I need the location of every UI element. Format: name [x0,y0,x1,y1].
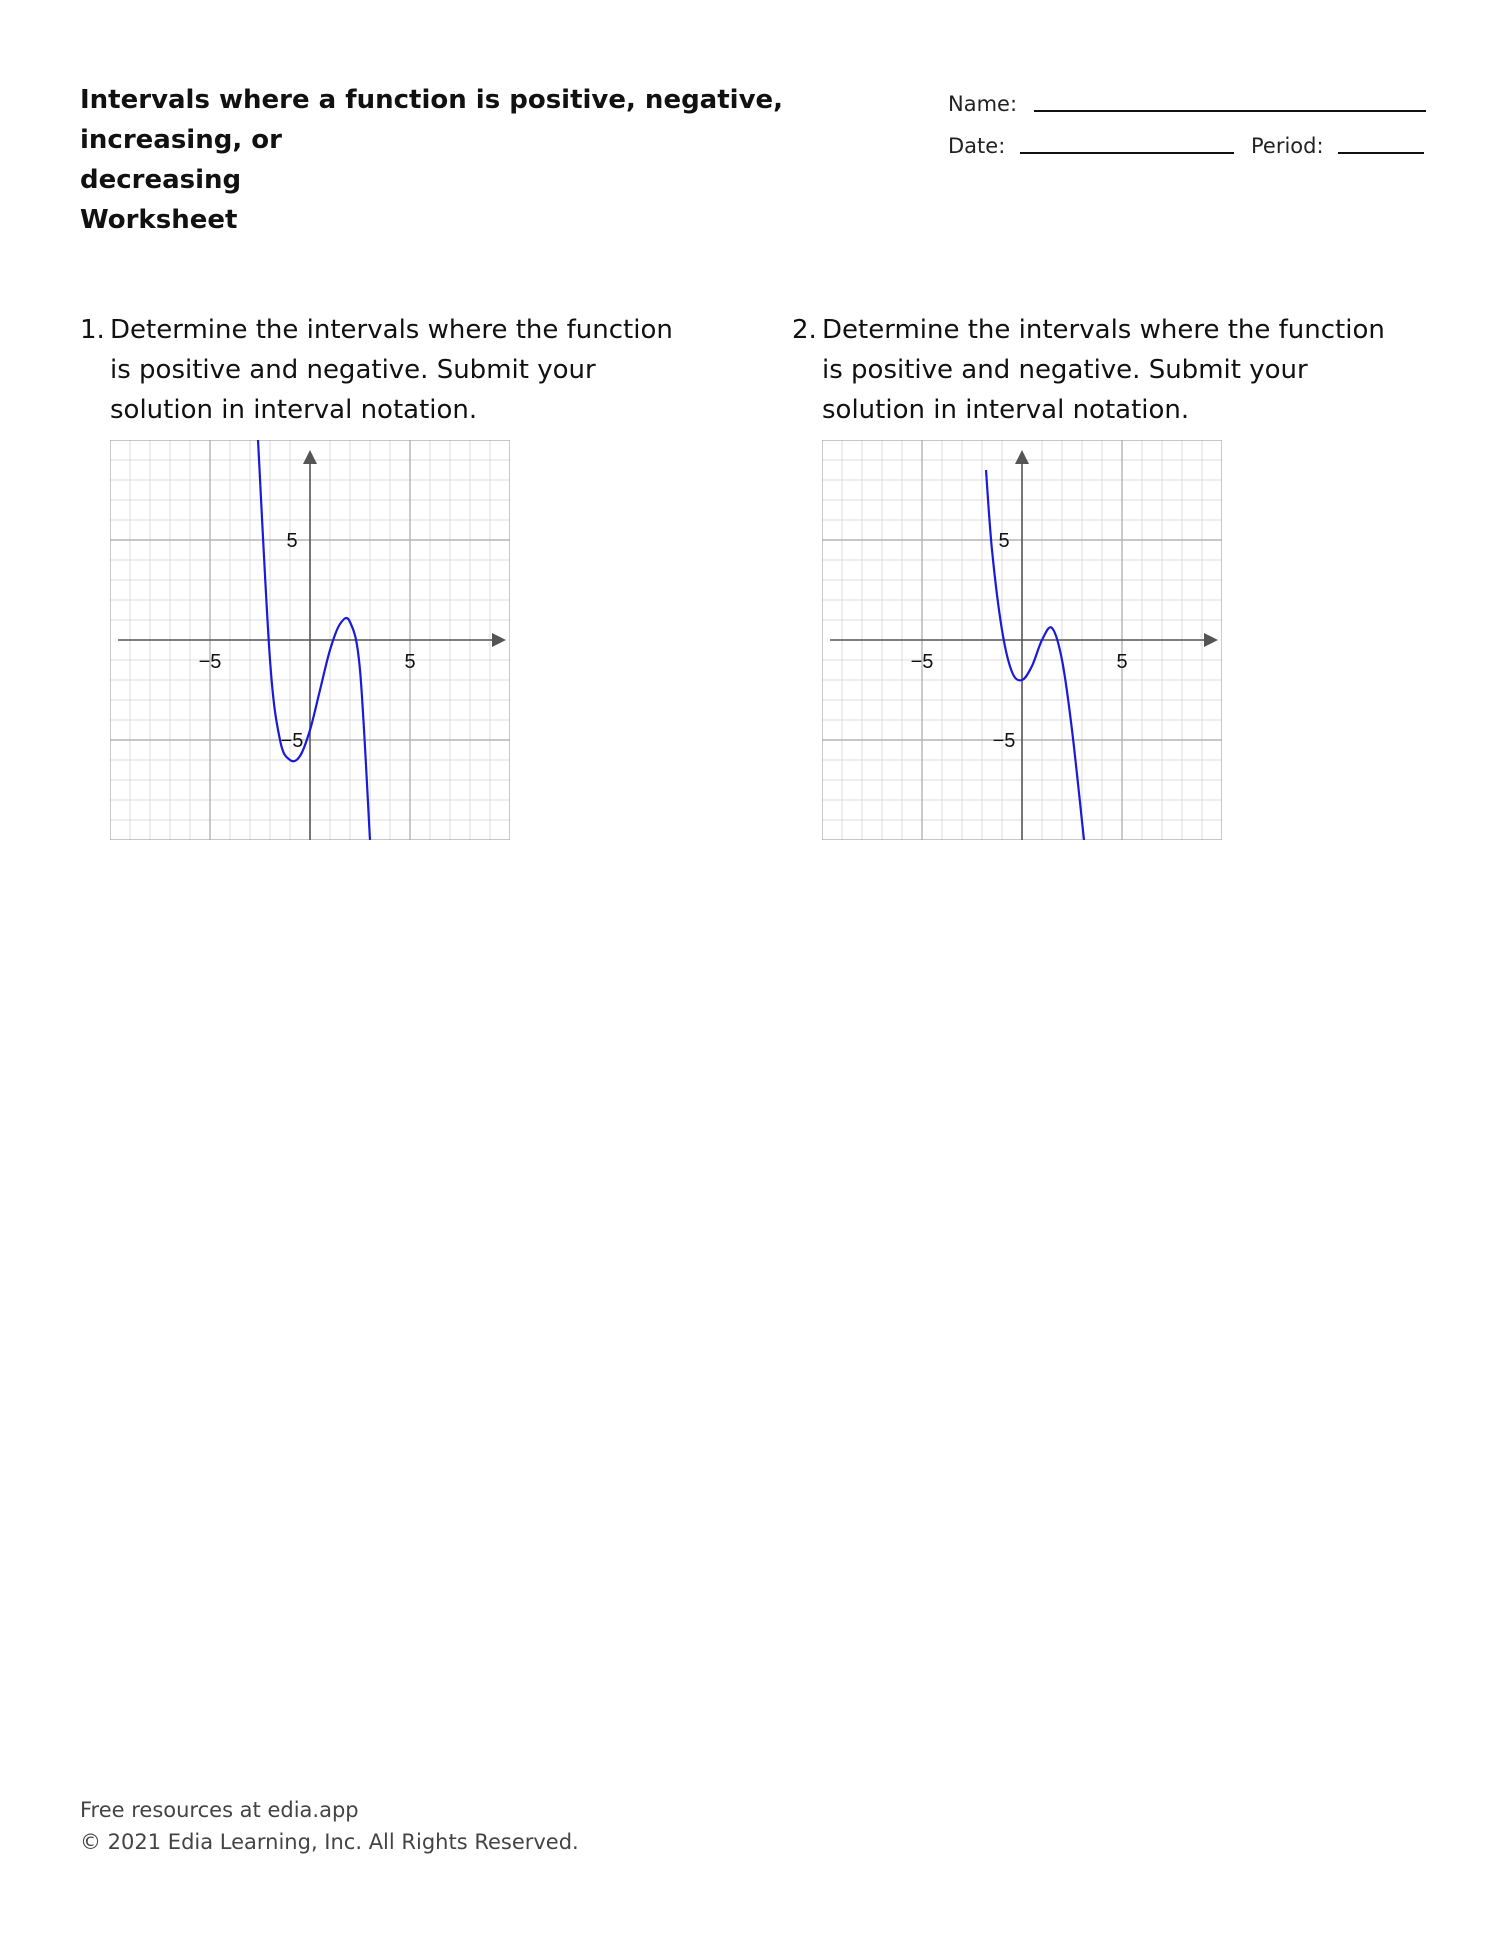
footer [80,1794,579,1858]
problem-2 [792,310,1392,430]
problem-number: 2. [792,315,817,345]
x-tick-label: 5 [404,651,416,673]
problem-text: Determine the intervals where the function is positive and negative. Submit your solution in interval notation. [822,315,1385,425]
name-label: Name: [948,92,1018,116]
x-axis-arrow [1204,633,1218,647]
coordinate-plane [110,440,510,840]
title-line-1: Intervals where a function is positive, negative, increasing, or [80,85,784,155]
function-curve [986,470,1084,840]
title-line-2: decreasing [80,165,242,195]
name-field-line[interactable] [1034,110,1426,112]
worksheet-subtitle: Worksheet [80,205,238,235]
y-tick-label: −5 [280,730,304,752]
y-tick-label: −5 [992,730,1016,752]
y-tick-label: 5 [998,530,1010,552]
problem-1 [80,310,680,430]
date-field-line[interactable] [1020,152,1234,154]
x-tick-label: −5 [198,651,222,673]
period-field-line[interactable] [1338,152,1424,154]
x-tick-label: −5 [910,651,934,673]
problem-text: Determine the intervals where the function is positive and negative. Submit your solution in interval notation. [110,315,673,425]
x-axis-arrow [492,633,506,647]
footer-copyright: © 2021 Edia Learning, Inc. All Rights Reserved. [80,1830,579,1854]
problem-2-graph [822,440,1222,840]
coordinate-plane [822,440,1222,840]
date-label: Date: [948,134,1006,158]
x-tick-label: 5 [1116,651,1128,673]
worksheet-title [80,80,870,240]
problem-number: 1. [80,315,105,345]
y-axis-arrow [1015,450,1029,464]
y-tick-label: 5 [286,530,298,552]
period-label: Period: [1251,134,1324,158]
footer-resources: Free resources at edia.app [80,1798,359,1822]
y-axis-arrow [303,450,317,464]
problem-1-graph [110,440,510,840]
